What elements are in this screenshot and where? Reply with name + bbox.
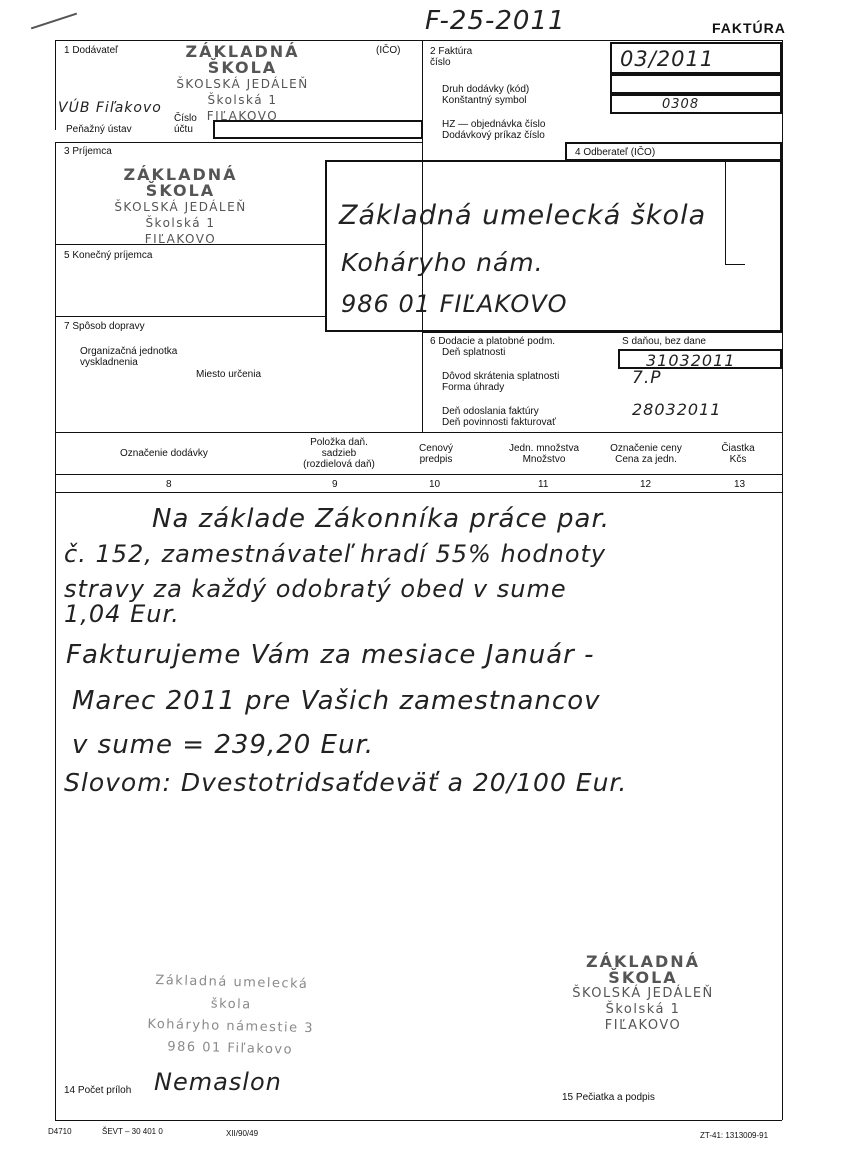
account-number-field[interactable] xyxy=(213,120,423,139)
col-header-unit-price: Označenie ceny Cena za jedn. xyxy=(610,443,682,465)
frame-line xyxy=(55,492,782,493)
recipient-stamp: ZÁKLADNÁ ŠKOLA ŠKOLSKÁ JEDÁLEŇ Školská 1 FIĽAKOVO xyxy=(114,165,247,246)
frame-line xyxy=(55,142,423,143)
terms-label: 6 Dodacie a platobné podm. Deň splatnosti xyxy=(430,336,556,358)
customer-ico-field[interactable] xyxy=(565,142,782,161)
bank-name: VÚB Fiľakovo xyxy=(58,100,162,116)
frame-line xyxy=(55,40,782,41)
col-number: 13 xyxy=(734,479,746,490)
frame-line xyxy=(55,474,782,475)
delivery-code-field[interactable] xyxy=(610,74,782,94)
body-line: Na základe Zákonníka práce par. xyxy=(152,504,611,534)
col-number: 8 xyxy=(166,479,172,490)
form-code: D4710 xyxy=(48,1127,72,1136)
frame-line xyxy=(55,142,56,432)
frame-line xyxy=(55,432,56,1120)
corner-mark xyxy=(31,13,77,30)
col-number: 11 xyxy=(538,479,549,490)
form-title: FAKTÚRA xyxy=(712,20,786,36)
bracket-line xyxy=(725,264,745,265)
frame-line xyxy=(55,40,56,130)
reason-label: Dôvod skrátenia splatnosti Forma úhrady xyxy=(442,371,560,393)
col-header-quantity: Jedn. množstva Množstvo xyxy=(508,443,580,465)
attachments-value: Nemaslon xyxy=(154,1068,282,1096)
col-header-price-rule: Cenový predpis xyxy=(419,443,453,465)
col-number: 12 xyxy=(640,479,652,490)
col-number: 10 xyxy=(429,479,441,490)
constant-symbol: 0308 xyxy=(662,97,700,112)
recipient-label: 3 Príjemca xyxy=(64,146,112,157)
signature-label: 15 Pečiatka a podpis xyxy=(562,1092,655,1103)
account-label: Číslo účtu xyxy=(174,113,197,135)
org-unit-label: Organizačná jednotka vyskladnenia xyxy=(80,346,178,368)
due-date: 31032011 xyxy=(646,351,736,370)
final-recipient-label: 5 Konečný príjemca xyxy=(64,250,153,261)
destination-label: Miesto určenia xyxy=(196,369,262,380)
frame-line xyxy=(422,332,782,333)
body-line: stravy za každý odobratý obed v sume xyxy=(64,575,567,603)
customer-address-line: Koháryho nám. xyxy=(341,248,544,277)
supplier-stamp: ZÁKLADNÁ ŠKOLA ŠKOLSKÁ JEDÁLEŇ Školská 1 FIĽAKOVO xyxy=(176,42,309,123)
form-code: ZT-41: 1313009-91 xyxy=(700,1131,769,1140)
col-header-delivery: Označenie dodávky xyxy=(120,448,208,459)
ico-label: (IČO) xyxy=(376,45,401,56)
tax-label: S daňou, bez dane xyxy=(622,336,706,347)
constant-symbol-field[interactable] xyxy=(610,94,782,114)
body-line: v sume = 239,20 Eur. xyxy=(72,730,375,760)
send-date: 28032011 xyxy=(632,400,722,419)
customer-address-box xyxy=(325,160,782,332)
form-code: ŠEVT – 30 401 0 xyxy=(102,1127,163,1136)
form-code: XII/90/49 xyxy=(226,1129,259,1138)
supplier-label: 1 Dodávateľ xyxy=(64,45,119,56)
customer-address-line: 986 01 FIĽAKOVO xyxy=(341,290,568,318)
supplier-footer-stamp: ZÁKLADNÁ ŠKOLA ŠKOLSKÁ JEDÁLEŇ Školská 1 FIĽAKOVO xyxy=(572,952,714,1033)
payment-form: 7.P xyxy=(632,368,662,388)
due-date-field[interactable] xyxy=(618,349,782,369)
invoice-label: 2 Faktúra číslo xyxy=(430,46,473,68)
send-date-label: Deň odoslania faktúry Deň povinnosti fakturovať xyxy=(442,406,556,428)
frame-line xyxy=(55,316,325,317)
frame-line xyxy=(55,432,782,433)
frame-line xyxy=(55,1120,782,1121)
frame-line xyxy=(782,40,783,1120)
invoice-number-field[interactable] xyxy=(610,42,782,74)
body-line: Slovom: Dvestotridsaťdeväť a 20/100 Eur. xyxy=(64,768,628,797)
body-line: Marec 2011 pre Vašich zamestnancov xyxy=(72,686,601,716)
customer-address-line: Základná umelecká škola xyxy=(339,200,707,231)
transport-label: 7 Spôsob dopravy xyxy=(64,321,145,332)
invoice-number: 03/2011 xyxy=(620,47,715,71)
bank-label: Peňažný ústav xyxy=(66,124,132,135)
attachments-label: 14 Počet príloh xyxy=(64,1085,132,1096)
body-line: 1,04 Eur. xyxy=(64,600,180,628)
col-header-tax-item: Položka daň. sadzieb (rozdielová daň) xyxy=(303,437,375,470)
body-line: č. 152, zamestnávateľ hradí 55% hodnoty xyxy=(64,540,607,568)
col-number: 9 xyxy=(332,479,338,490)
bracket-line xyxy=(725,162,726,264)
delivery-type-label: Druh dodávky (kód) Konštantný symbol xyxy=(442,84,530,106)
order-label: HZ — objednávka číslo Dodávkový príkaz číslo xyxy=(442,119,546,141)
customer-label: 4 Odberateľ (IČO) xyxy=(575,147,656,158)
reference-number: F-25-2011 xyxy=(425,6,566,36)
customer-stamp: Základná umelecká škola Koháryho námestie 3 986 01 Fiľakovo xyxy=(147,973,315,1058)
body-line: Fakturujeme Vám za mesiace Január - xyxy=(66,640,595,670)
col-header-amount: Čiastka Kčs xyxy=(721,443,755,465)
